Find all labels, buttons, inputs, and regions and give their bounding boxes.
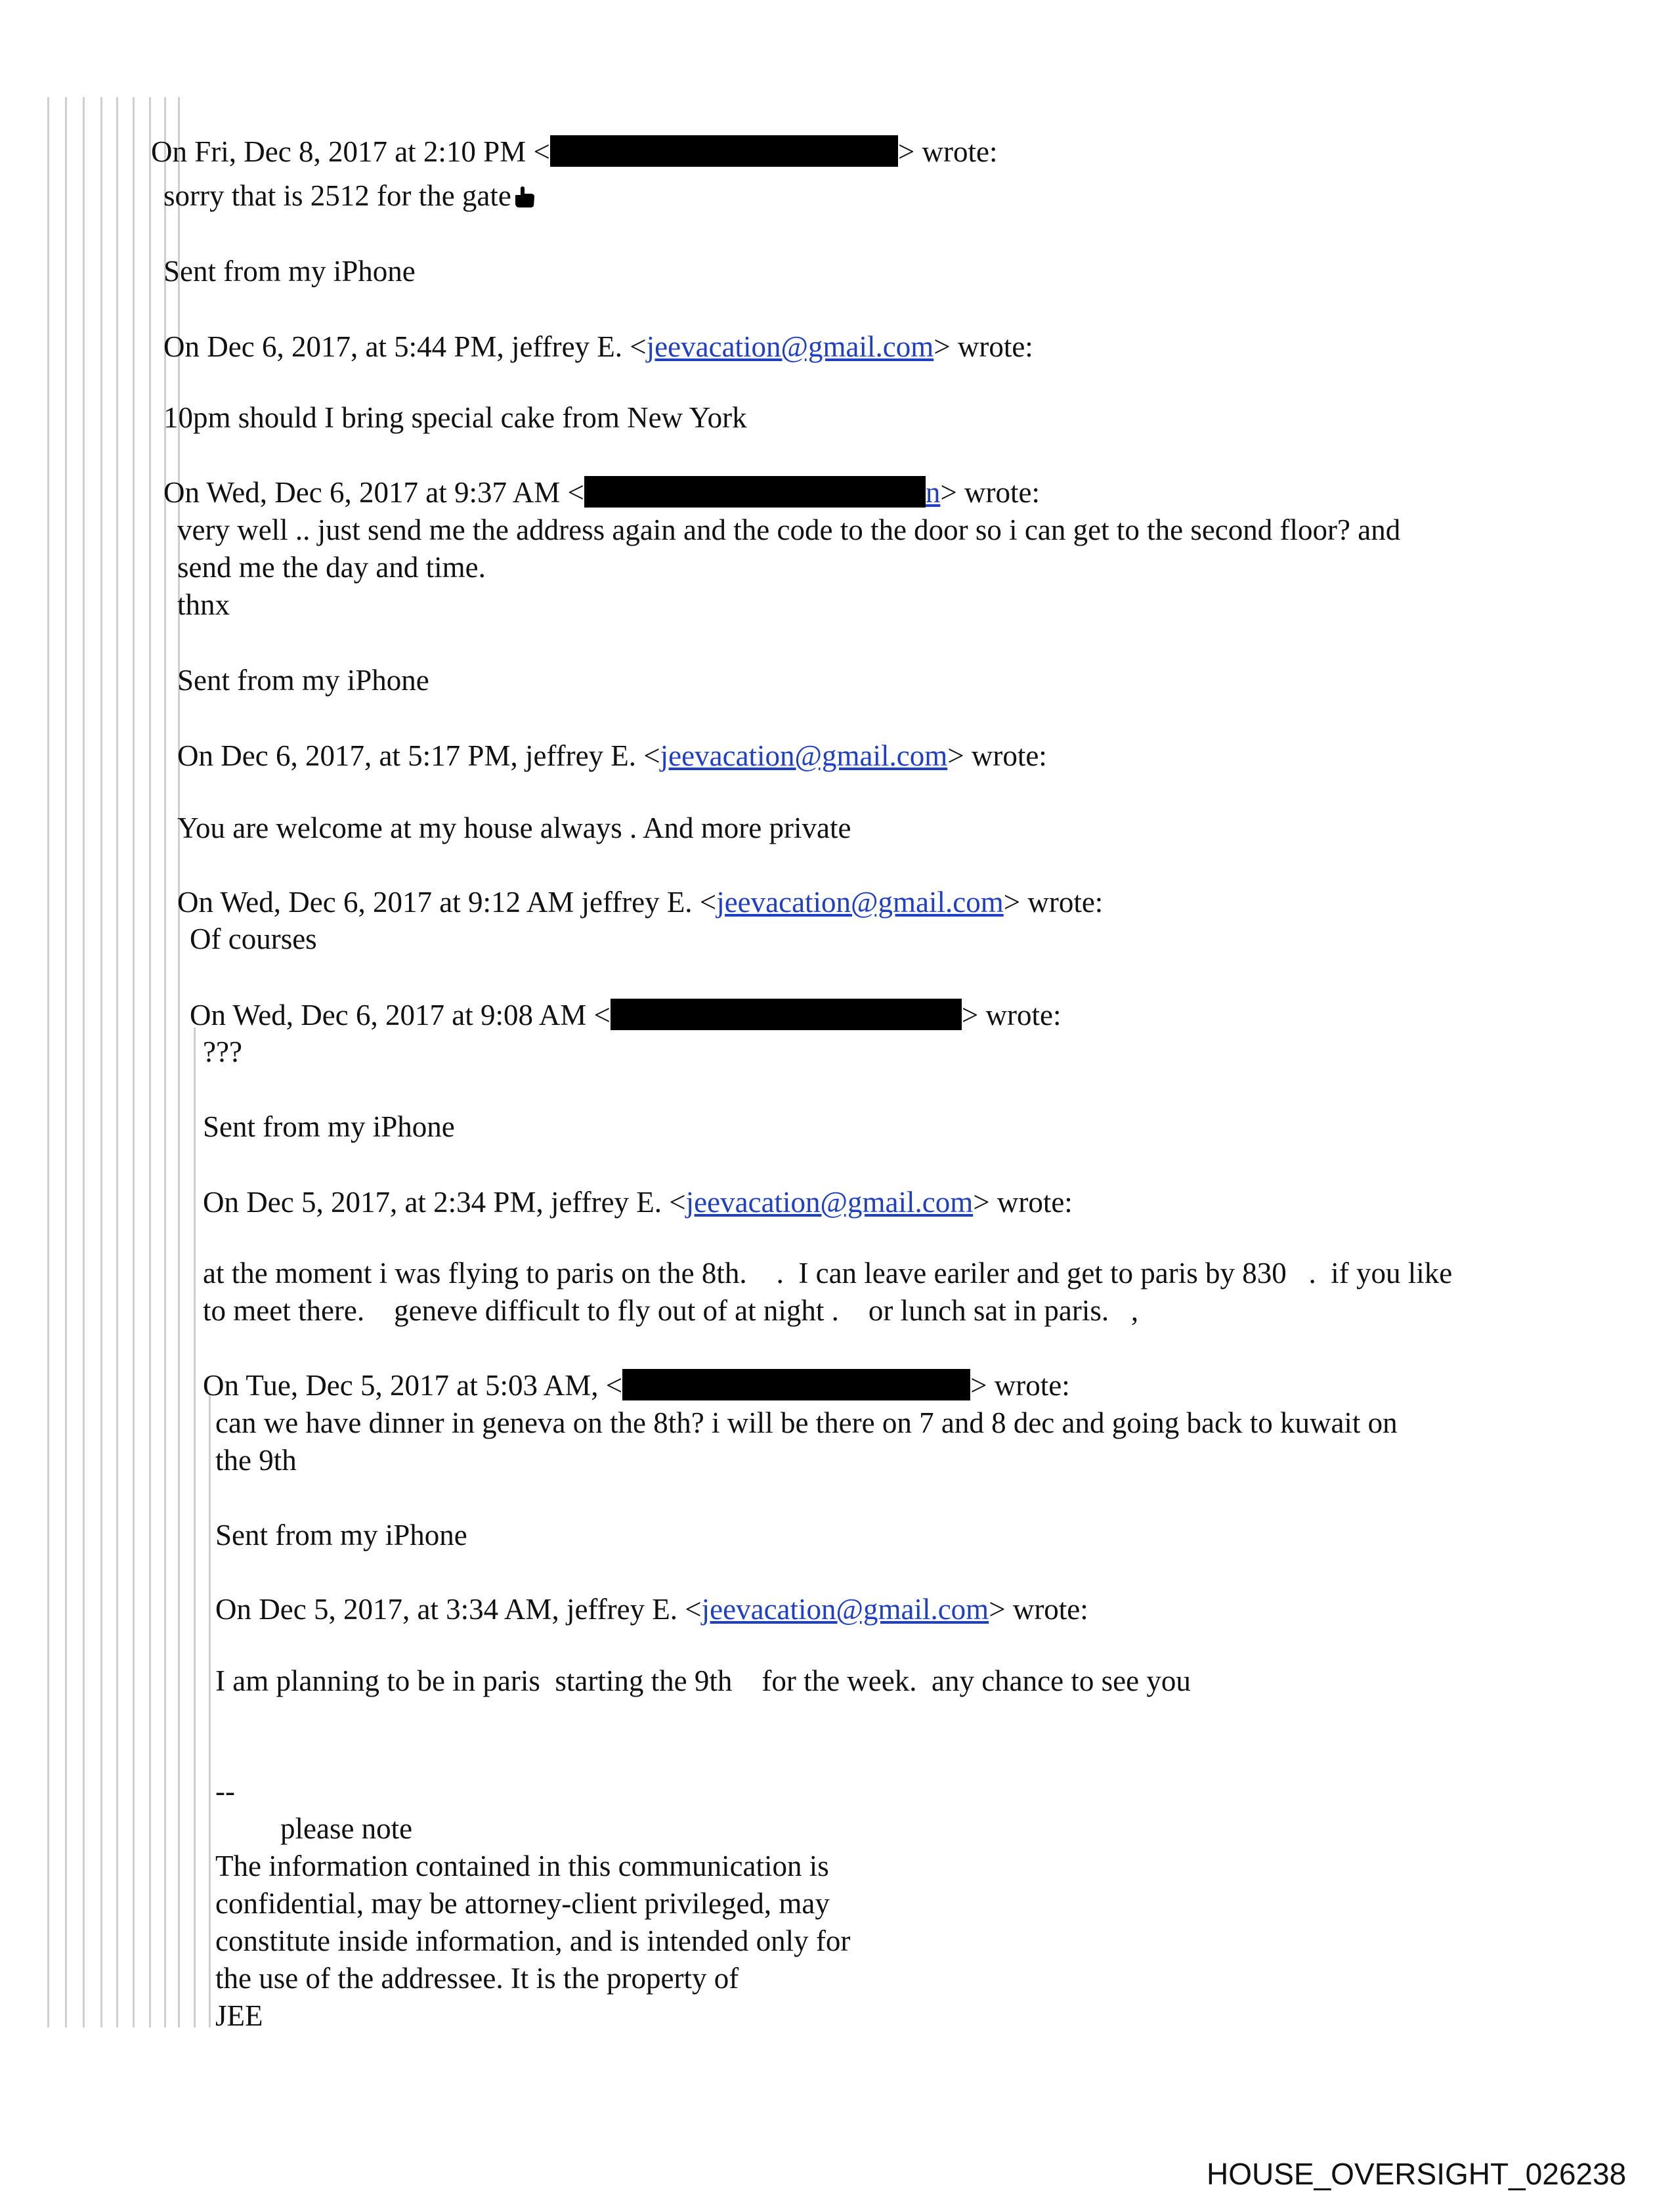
message-body: very well .. just send me the address again and the code to the door so i can get to the second floor? and: [177, 513, 1401, 546]
quote-bar: [116, 97, 118, 2028]
message-header: On Wed, Dec 6, 2017 at 9:37 AM < n> wrote:: [163, 476, 1040, 509]
message-body: at the moment i was flying to paris on the 8th. . I can leave eariler and get to paris by 830 . if you like: [203, 1257, 1453, 1290]
sent-from: Sent from my iPhone: [215, 1519, 467, 1551]
quote-bar: [133, 97, 135, 2028]
quote-bar: [164, 97, 166, 2028]
email-link[interactable]: jeevacation@gmail.com: [660, 739, 948, 772]
message-body: ???: [203, 1035, 242, 1068]
quote-bar: [100, 97, 102, 2028]
pointing-hand-icon: [511, 186, 536, 208]
redaction-bar: [611, 999, 962, 1030]
message-body: send me the day and time.: [177, 551, 486, 584]
email-link[interactable]: jeevacation@gmail.com: [685, 1186, 974, 1219]
quote-bar: [194, 1028, 196, 2028]
signature-note: please note: [280, 1812, 413, 1845]
quote-bar: [149, 97, 151, 2028]
message-body: can we have dinner in geneva on the 8th? i will be there on 7 and 8 dec and going back to kuwait on: [215, 1406, 1398, 1439]
message-body: I am planning to be in paris starting the 9th for the week. any chance to see you: [215, 1664, 1191, 1697]
sent-from: Sent from my iPhone: [163, 255, 416, 288]
message-body: You are welcome at my house always . And more private: [177, 812, 851, 844]
message-body: sorry that is 2512 for the gate: [163, 177, 536, 215]
sent-from: Sent from my iPhone: [177, 664, 429, 697]
email-link[interactable]: n: [925, 476, 941, 509]
message-header: On Dec 6, 2017, at 5:44 PM, jeffrey E. <jeevacation@gmail.com> wrote:: [163, 330, 1033, 363]
message-body: to meet there. geneve difficult to fly out of at night . or lunch sat in paris. ,: [203, 1294, 1139, 1327]
redaction-bar: [550, 135, 898, 167]
quote-bar: [209, 1395, 211, 2028]
bates-number: HOUSE_OVERSIGHT_026238: [1207, 2157, 1627, 2191]
signature-line: JEE: [215, 1999, 263, 2032]
message-header: On Dec 5, 2017, at 2:34 PM, jeffrey E. <jeevacation@gmail.com> wrote:: [203, 1186, 1073, 1219]
quote-bar: [178, 97, 180, 2028]
signature-line: confidential, may be attorney-client privileged, may: [215, 1887, 830, 1920]
message-body: Of courses: [190, 922, 317, 955]
message-header: On Dec 6, 2017, at 5:17 PM, jeffrey E. <jeevacation@gmail.com> wrote:: [177, 739, 1047, 772]
message-body: thnx: [177, 588, 230, 621]
message-header: On Wed, Dec 6, 2017 at 9:08 AM < > wrote:: [190, 999, 1062, 1031]
email-link[interactable]: jeevacation@gmail.com: [701, 1593, 989, 1626]
signature-dashes: --: [215, 1775, 235, 1808]
signature-line: The information contained in this communication is: [215, 1850, 829, 1882]
email-link[interactable]: jeevacation@gmail.com: [716, 886, 1004, 919]
redaction-bar: [584, 476, 926, 508]
quote-bar: [83, 97, 85, 2028]
quote-bar: [65, 97, 67, 2028]
email-link[interactable]: jeevacation@gmail.com: [646, 330, 934, 363]
signature-line: the use of the addressee. It is the property of: [215, 1962, 739, 1995]
message-header: On Dec 5, 2017, at 3:34 AM, jeffrey E. <jeevacation@gmail.com> wrote:: [215, 1593, 1088, 1626]
message-body: the 9th: [215, 1444, 297, 1477]
signature-line: constitute inside information, and is intended only for: [215, 1924, 851, 1957]
quote-bar: [47, 97, 49, 2028]
message-header: On Fri, Dec 8, 2017 at 2:10 PM < > wrote:: [151, 135, 998, 168]
sent-from: Sent from my iPhone: [203, 1110, 455, 1143]
message-body: 10pm should I bring special cake from New York: [163, 401, 747, 434]
message-header: On Tue, Dec 5, 2017 at 5:03 AM, < > wrote:: [203, 1369, 1070, 1402]
redaction-bar: [622, 1369, 970, 1400]
message-header: On Wed, Dec 6, 2017 at 9:12 AM jeffrey E. <jeevacation@gmail.com> wrote:: [177, 886, 1104, 919]
